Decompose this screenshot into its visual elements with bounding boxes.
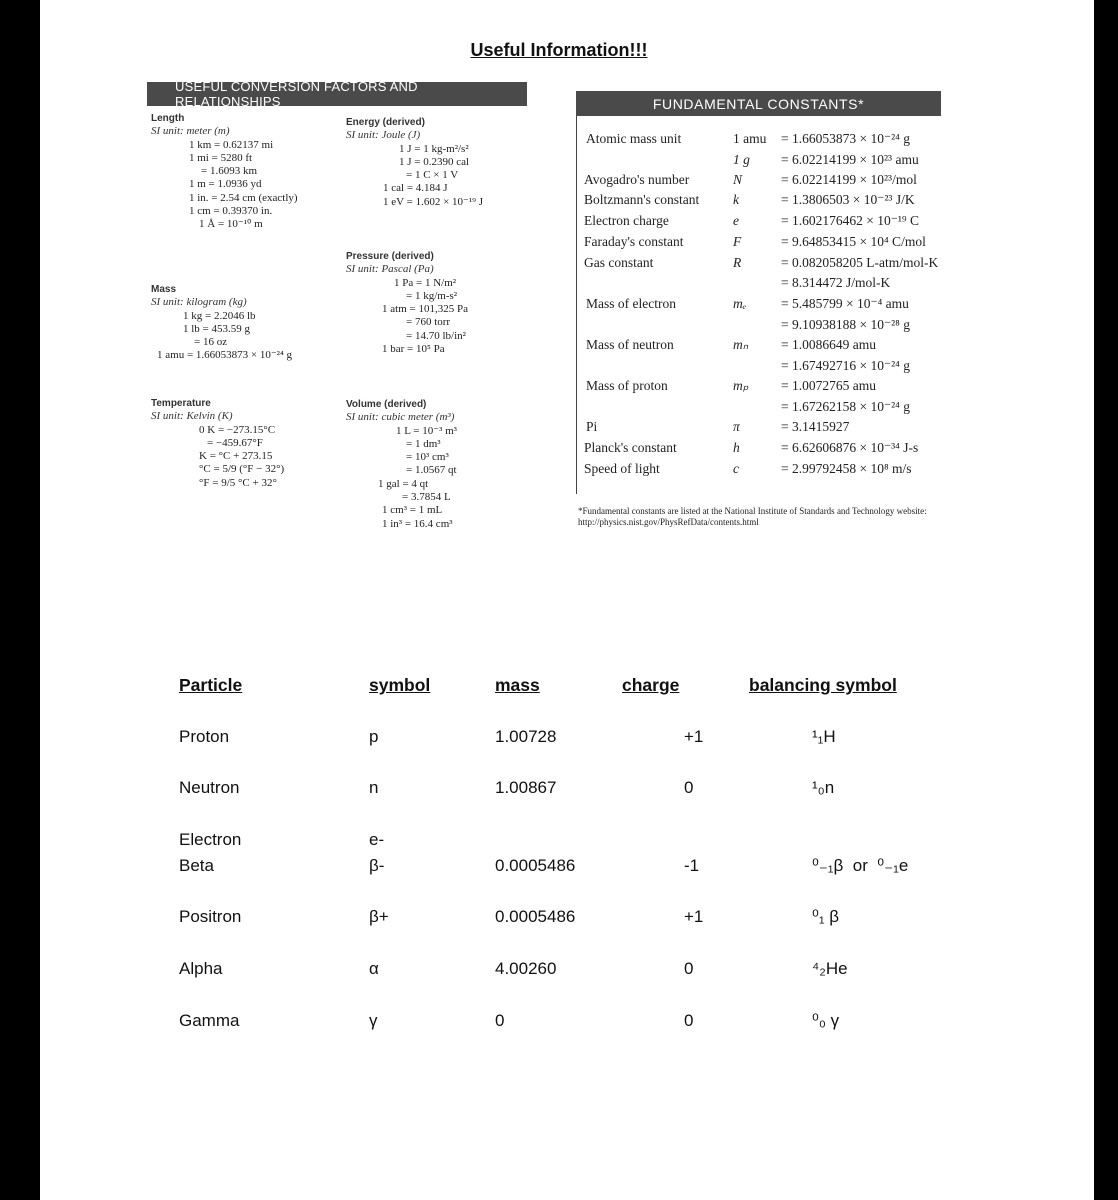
constant-symbol: mₚ	[733, 378, 749, 393]
particle-charge: 0	[684, 1011, 694, 1030]
constant-symbol: F	[733, 234, 742, 249]
volume-si: SI unit: cubic meter (m³)	[346, 411, 455, 424]
particle-charge: 0	[684, 778, 694, 797]
page-title: Useful Information!!!	[470, 40, 648, 60]
particle-symbol: e-	[369, 830, 385, 849]
mass-section	[151, 283, 292, 363]
particle-symbol: β+	[369, 907, 389, 926]
constant-value: = 9.10938188 × 10⁻²⁸ g	[781, 317, 910, 332]
pressure-line: = 1 kg/m-s²	[406, 289, 458, 302]
length-line: 1 cm = 0.39370 in.	[189, 205, 273, 218]
particle-mass: 0.0005486	[495, 856, 576, 875]
conversion-banner: USEFUL CONVERSION FACTORS AND RELATIONSHIPS	[147, 82, 527, 106]
particle-mass: 0	[495, 1011, 505, 1030]
temperature-line: °C = 5/9 (°F − 32°)	[199, 463, 285, 476]
pressure-si: SI unit: Pascal (Pa)	[346, 263, 434, 276]
volume-line: 1 cm³ = 1 mL	[382, 504, 443, 517]
constant-value: = 6.02214199 × 10²³/mol	[781, 172, 917, 187]
particle-charge: -1	[684, 856, 700, 875]
temperature-line: °F = 9/5 °C + 32°	[199, 476, 277, 489]
length-line: = 1.6093 km	[201, 165, 258, 178]
constant-name: Electron charge	[584, 213, 669, 228]
particle-name: Beta	[179, 856, 214, 875]
particle-symbol: β-	[369, 856, 385, 875]
constant-symbol: k	[733, 192, 739, 207]
particle-mass: 0.0005486	[495, 907, 576, 926]
length-line: 1 km = 0.62137 mi	[189, 138, 274, 151]
particle-balancing-symbol: ⁰₋₁β or ⁰₋₁e	[812, 856, 909, 875]
constant-symbol: mₙ	[733, 337, 749, 352]
constant-name: Speed of light	[584, 461, 660, 476]
header-mass: mass	[495, 675, 540, 695]
length-heading: Length	[151, 113, 185, 124]
particle-charge: +1	[684, 907, 704, 926]
constant-name: Mass of neutron	[586, 337, 674, 352]
temperature-line: 0 K = −273.15°C	[199, 423, 276, 436]
right-border	[1094, 0, 1118, 1200]
constant-value: = 1.67262158 × 10⁻²⁴ g	[781, 399, 910, 414]
particle-balancing-symbol: ⁰₁ β	[812, 907, 840, 926]
particle-name: Neutron	[179, 778, 240, 797]
volume-line: = 10³ cm³	[406, 451, 449, 464]
temperature-line: = −459.67°F	[207, 436, 263, 449]
constant-name: Faraday's constant	[584, 234, 684, 249]
constant-value: = 0.082058205 L-atm/mol-K	[781, 255, 939, 270]
length-line: 1 in. = 2.54 cm (exactly)	[189, 191, 298, 204]
constant-symbol: e	[733, 213, 739, 228]
particle-name: Electron	[179, 830, 242, 849]
constant-name: Avogadro's number	[584, 172, 690, 187]
particle-charge: 0	[684, 959, 694, 978]
constant-value: = 1.66053873 × 10⁻²⁴ g	[781, 131, 910, 146]
constants-banner: FUNDAMENTAL CONSTANTS*	[576, 91, 941, 116]
constant-value: = 2.99792458 × 10⁸ m/s	[781, 461, 912, 476]
pressure-line: = 14.70 lb/in²	[406, 329, 466, 342]
temperature-section	[151, 397, 284, 490]
header-particle: Particle	[179, 675, 243, 695]
constant-value: = 3.1415927	[781, 419, 850, 434]
energy-si: SI unit: Joule (J)	[346, 129, 421, 142]
particle-name: Alpha	[179, 959, 223, 978]
constant-value: = 1.602176462 × 10⁻¹⁹ C	[781, 213, 919, 228]
volume-line: = 1 dm³	[406, 437, 441, 450]
particle-name: Gamma	[179, 1011, 240, 1030]
particle-balancing-symbol: ⁰₀ γ	[812, 1011, 840, 1030]
volume-line: 1 in³ = 16.4 cm³	[382, 517, 453, 530]
energy-line: 1 eV = 1.602 × 10⁻¹⁹ J	[383, 195, 484, 208]
pressure-line: = 760 torr	[406, 316, 451, 329]
constant-value: = 5.485799 × 10⁻⁴ amu	[781, 296, 909, 311]
constant-name: Gas constant	[584, 255, 654, 270]
constant-value: = 6.02214199 × 10²³ amu	[781, 152, 919, 167]
constant-symbol: c	[733, 461, 739, 476]
volume-line: 1 L = 10⁻³ m³	[396, 424, 457, 437]
volume-line: = 3.7854 L	[402, 491, 451, 504]
constant-symbol: 1 g	[733, 152, 750, 167]
mass-si: SI unit: kilogram (kg)	[151, 296, 247, 309]
mass-heading: Mass	[151, 284, 177, 295]
constant-name: Atomic mass unit	[586, 131, 682, 146]
volume-line: 1 gal = 4 qt	[378, 477, 429, 490]
length-si: SI unit: meter (m)	[151, 125, 230, 138]
constant-name: Mass of electron	[586, 296, 676, 311]
temperature-heading: Temperature	[151, 398, 211, 409]
particle-mass: 1.00728	[495, 727, 557, 746]
particle-symbol: n	[369, 778, 379, 797]
energy-line: = 1 C × 1 V	[406, 169, 459, 182]
particle-name: Proton	[179, 727, 230, 746]
constant-symbol: R	[733, 255, 742, 270]
pressure-line: 1 bar = 10⁵ Pa	[382, 343, 445, 356]
temperature-si: SI unit: Kelvin (K)	[151, 410, 233, 423]
volume-section	[346, 398, 457, 531]
header-charge: charge	[622, 675, 680, 695]
constants-footnote: *Fundamental constants are listed at the National Institute of Standards and Technology website: http://physics.nist.gov/PhysRefData/contents.html	[578, 506, 927, 527]
energy-line: 1 cal = 4.184 J	[383, 182, 448, 195]
length-line: 1 m = 1.0936 yd	[189, 178, 262, 191]
particle-charge: +1	[684, 727, 704, 746]
mass-line: = 16 oz	[194, 336, 228, 349]
energy-heading: Energy (derived)	[346, 117, 425, 128]
particle-name: Positron	[179, 907, 242, 926]
constant-name: Planck's constant	[584, 440, 677, 455]
particle-symbol: p	[369, 727, 379, 746]
pressure-line: 1 atm = 101,325 Pa	[382, 303, 468, 316]
mass-line: 1 kg = 2.2046 lb	[183, 309, 256, 322]
mass-line: 1 lb = 453.59 g	[183, 322, 251, 335]
constant-value: = 1.0072765 amu	[781, 378, 876, 393]
constant-name: Mass of proton	[586, 378, 668, 393]
volume-line: = 1.0567 qt	[406, 464, 457, 477]
pressure-line: 1 Pa = 1 N/m²	[394, 276, 457, 289]
constant-symbol: mₑ	[733, 296, 747, 311]
constant-value: = 1.0086649 amu	[781, 337, 876, 352]
temperature-line: K = °C + 273.15	[199, 450, 273, 463]
particle-balancing-symbol: ¹₁H	[812, 727, 836, 746]
volume-heading: Volume (derived)	[346, 399, 427, 410]
constant-name: Boltzmann's constant	[584, 192, 700, 207]
header-symbol: symbol	[369, 675, 431, 695]
constant-value: = 1.3806503 × 10⁻²³ J/K	[781, 192, 915, 207]
particle-mass: 4.00260	[495, 959, 557, 978]
particle-balancing-symbol: ⁴₂He	[812, 959, 848, 978]
length-section	[151, 112, 298, 232]
particle-mass: 1.00867	[495, 778, 557, 797]
constant-value: = 6.62606876 × 10⁻³⁴ J-s	[781, 440, 919, 455]
constant-symbol: N	[733, 172, 743, 187]
energy-section	[346, 116, 483, 209]
constant-value: = 8.314472 J/mol-K	[781, 275, 891, 290]
particle-symbol: α	[369, 959, 379, 978]
constant-symbol: h	[733, 440, 740, 455]
constant-symbol: π	[733, 419, 740, 434]
mass-line: 1 amu = 1.66053873 × 10⁻²⁴ g	[157, 349, 293, 362]
energy-line: 1 J = 1 kg-m²/s²	[399, 142, 469, 155]
constant-name: Pi	[586, 419, 598, 434]
left-border	[0, 0, 40, 1200]
energy-line: 1 J = 0.2390 cal	[399, 155, 470, 168]
constant-symbol: 1 amu	[733, 131, 767, 146]
header-balancing-symbol: balancing symbol	[749, 675, 897, 695]
length-line: 1 Å = 10⁻¹⁰ m	[199, 218, 263, 231]
particle-balancing-symbol: ¹₀n	[812, 778, 835, 797]
length-line: 1 mi = 5280 ft	[189, 151, 253, 164]
pressure-heading: Pressure (derived)	[346, 251, 434, 262]
constant-value: = 9.64853415 × 10⁴ C/mol	[781, 234, 926, 249]
pressure-section	[346, 250, 468, 356]
constant-value: = 1.67492716 × 10⁻²⁴ g	[781, 358, 910, 373]
particle-symbol: γ	[369, 1011, 378, 1030]
